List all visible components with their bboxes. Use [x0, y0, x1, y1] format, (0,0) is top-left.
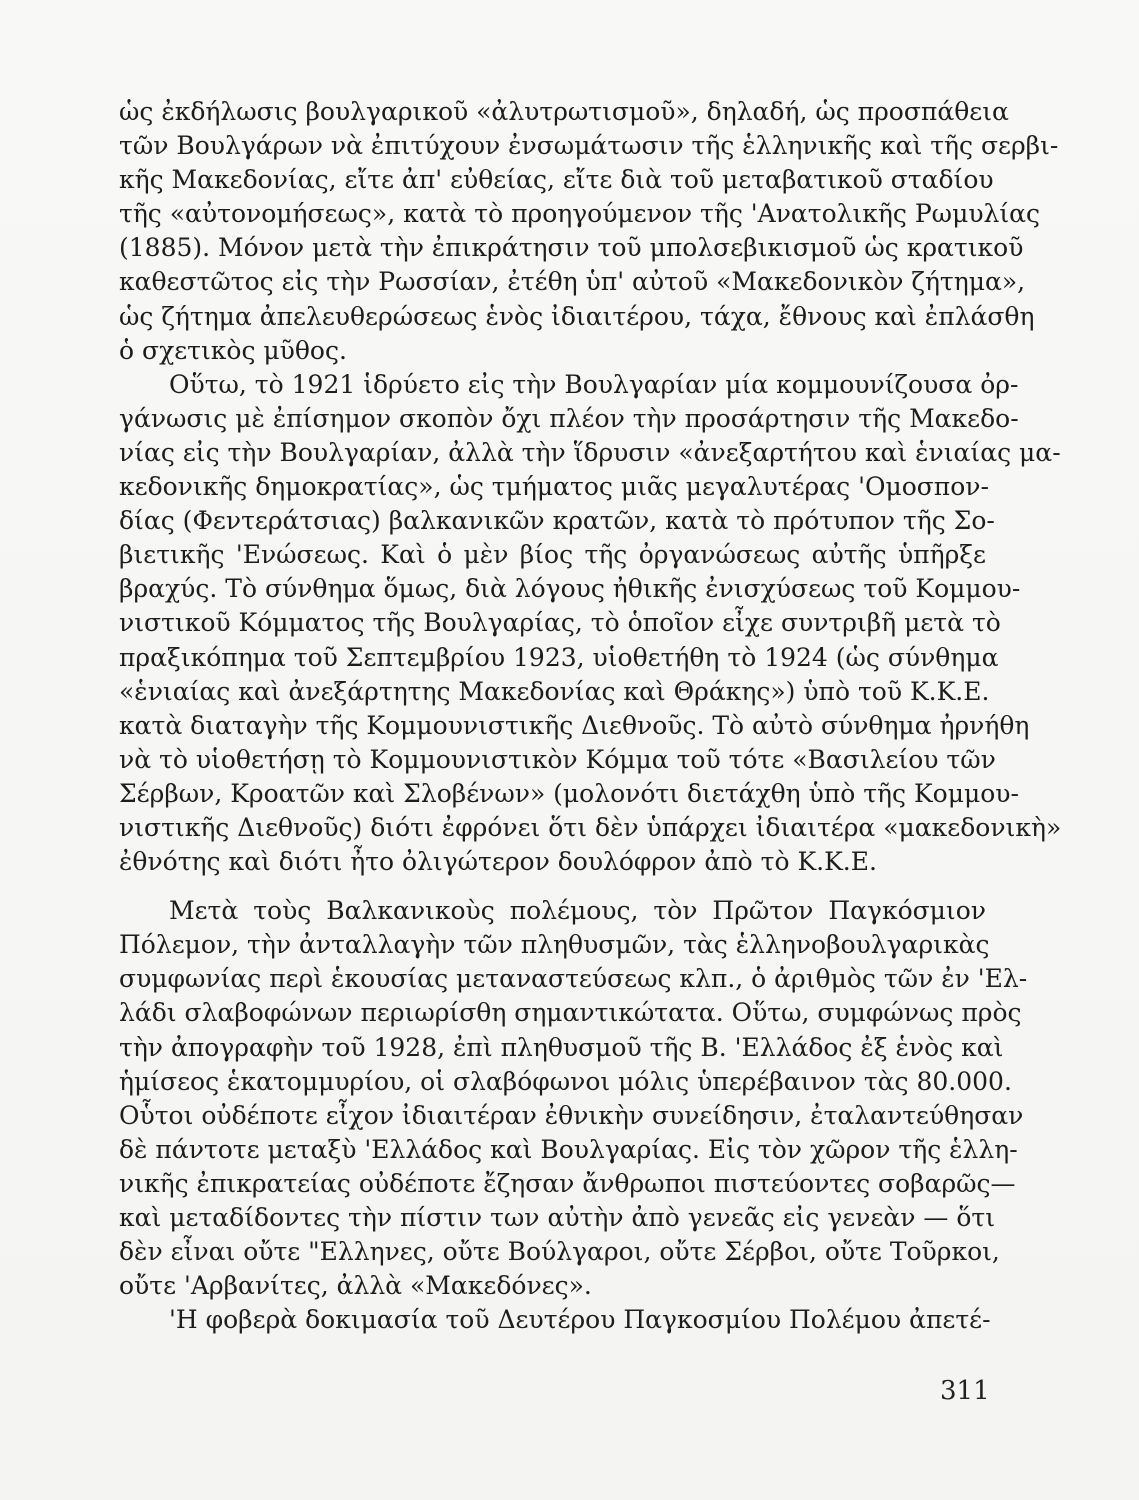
- text-line: ὁ σχετικὸς μῦθος.: [119, 335, 347, 365]
- text-line: καθεστῶτος εἰς τὴν Ρωσσίαν, ἐτέθη ὑπ' αὐτοῦ «Μακεδονικὸν ζήτημα»,: [119, 267, 1026, 297]
- text-line: Μετὰ τοὺς Βαλκανικοὺς πολέμους, τὸν Πρῶτον Παγκόσμιον: [169, 896, 986, 926]
- text-line: κῆς Μακεδονίας, εἴτε ἀπ' εὐθείας, εἴτε διὰ τοῦ μεταβατικοῦ σταδίου: [119, 165, 994, 195]
- page-number: 311: [940, 1376, 990, 1406]
- text-line: ἡμίσεος ἑκατομμυρίου, οἱ σλαβόφωνοι μόλις ὑπερέβαινον τὰς 80.000.: [119, 1066, 1012, 1096]
- text-line: δίας (Φεντεράτσιας) βαλκανικῶν κρατῶν, κατὰ τὸ πρότυπον τῆς Σο-: [119, 506, 995, 536]
- body-text: [119, 95, 1062, 1337]
- text-line: Πόλεμον, τὴν ἀνταλλαγὴν τῶν πληθυσμῶν, τὰς ἑλληνοβουλγαρικὰς: [119, 930, 990, 960]
- text-line: Οὕτω, τὸ 1921 ἱδρύετο εἰς τὴν Βουλγαρίαν μία κομμουνίζουσα ὀρ-: [169, 369, 1019, 399]
- paragraph: [119, 1303, 991, 1337]
- text-line: βραχύς. Τὸ σύνθημα ὅμως, διὰ λόγους ἠθικῆς ἐνισχύσεως τοῦ Κομμου-: [119, 574, 1021, 604]
- text-line: νιστικῆς Διεθνοῦς) διότι ἐφρόνει ὅτι δὲν ὑπάρχει ἰδιαιτέρα «μακεδονικὴ»: [119, 812, 1062, 842]
- text-line: λάδι σλαβοφώνων περιωρίσθη σημαντικώτατα. Οὕτω, συμφώνως πρὸς: [119, 998, 1022, 1028]
- text-line: ὡς ζήτημα ἀπελευθερώσεως ἑνὸς ἰδιαιτέρου, τάχα, ἔθνους καὶ ἐπλάσθη: [119, 301, 1035, 331]
- paragraph: [119, 894, 1028, 1303]
- text-line: δὲν εἶναι οὔτε "Ελληνες, οὔτε Βούλγαροι, οὔτε Σέρβοι, οὔτε Τοῦρκοι,: [119, 1237, 1000, 1267]
- text-line: συμφωνίας περὶ ἑκουσίας μεταναστεύσεως κλπ., ὁ ἀριθμὸς τῶν ἐν 'Ελ-: [119, 964, 1028, 994]
- text-line: καὶ μεταδίδοντες τὴν πίστιν των αὐτὴν ἀπὸ γενεᾶς εἰς γενεὰν — ὅτι: [119, 1203, 996, 1232]
- text-line: κεδονικῆς δημοκρατίας», ὡς τμήματος μιᾶς μεγαλυτέρας 'Ομοσπον-: [119, 472, 989, 502]
- text-line: βιετικῆς 'Ενώσεως. Καὶ ὁ μὲν βίος τῆς ὀργανώσεως αὐτῆς ὑπῆρξε: [119, 540, 986, 570]
- text-line: ὡς ἐκδήλωσις βουλγαρικοῦ «ἀλυτρωτισμοῦ», δηλαδή, ὡς προσπάθεια: [119, 97, 1009, 126]
- text-line: πραξικόπημα τοῦ Σεπτεμβρίου 1923, υἱοθετήθη τὸ 1924 (ὡς σύνθημα: [119, 642, 999, 672]
- paragraph: [119, 95, 1059, 368]
- text-line: «ἑνιαίας καὶ ἀνεξάρτητης Μακεδονίας καὶ Θράκης») ὑπὸ τοῦ Κ.Κ.Ε.: [119, 676, 990, 706]
- text-line: Σέρβων, Κροατῶν καὶ Σλοβένων» (μολονότι διετάχθη ὑπὸ τῆς Κομμου-: [119, 778, 1019, 808]
- text-line: ἐθνότης καὶ διότι ἦτο ὀλιγώτερον δουλόφρον ἀπὸ τὸ Κ.Κ.Ε.: [119, 847, 877, 877]
- text-line: νιστικοῦ Κόμματος τῆς Βουλγαρίας, τὸ ὁποῖον εἶχε συντριβῆ μετὰ τὸ: [119, 608, 1001, 638]
- text-line: νικῆς ἐπικρατείας οὐδέποτε ἔζησαν ἄνθρωποι πιστεύοντες σοβαρῶς—: [119, 1168, 1016, 1198]
- text-line: δὲ πάντοτε μεταξὺ 'Ελλάδος καὶ Βουλγαρίας. Εἰς τὸν χῶρον τῆς ἑλλη-: [119, 1134, 1018, 1164]
- text-line: (1885). Μόνον μετὰ τὴν ἐπικράτησιν τοῦ μπολσεβικισμοῦ ὡς κρατικοῦ: [119, 233, 1024, 263]
- text-line: Οὗτοι οὐδέποτε εἶχον ἰδιαιτέραν ἐθνικὴν συνείδησιν, ἐταλαντεύθησαν: [119, 1100, 1024, 1130]
- text-line: τὴν ἀπογραφὴν τοῦ 1928, ἐπὶ πληθυσμοῦ τῆς Β. 'Ελλάδος ἐξ ἑνὸς καὶ: [119, 1032, 1004, 1062]
- text-line: 'Η φοβερὰ δοκιμασία τοῦ Δευτέρου Παγκοσμίου Πολέμου ἀπετέ-: [169, 1305, 991, 1335]
- text-line: νὰ τὸ υἱοθετήσῃ τὸ Κομμουνιστικὸν Κόμμα τοῦ τότε «Βασιλείου τῶν: [119, 744, 996, 774]
- text-line: τῆς «αὐτονομήσεως», κατὰ τὸ προηγούμενον τῆς 'Ανατολικῆς Ρωμυλίας: [119, 199, 1041, 229]
- text-line: τῶν Βουλγάρων νὰ ἐπιτύχουν ἐνσωμάτωσιν τῆς ἑλληνικῆς καὶ τῆς σερβι-: [119, 131, 1059, 161]
- text-line: κατὰ διαταγὴν τῆς Κομμουνιστικῆς Διεθνοῦς. Τὸ αὐτὸ σύνθημα ἠρνήθη: [119, 710, 1030, 740]
- text-line: γάνωσις μὲ ἐπίσημον σκοπὸν ὄχι πλέον τὴν προσάρτησιν τῆς Μακεδο-: [119, 403, 1019, 433]
- text-line: οὔτε 'Αρβανίτες, ἀλλὰ «Μακεδόνες».: [119, 1271, 592, 1301]
- paragraph: [119, 368, 1062, 879]
- text-line: νίας εἰς τὴν Βουλγαρίαν, ἀλλὰ τὴν ἵδρυσιν «ἀνεξαρτήτου καὶ ἑνιαίας μα-: [119, 437, 1061, 467]
